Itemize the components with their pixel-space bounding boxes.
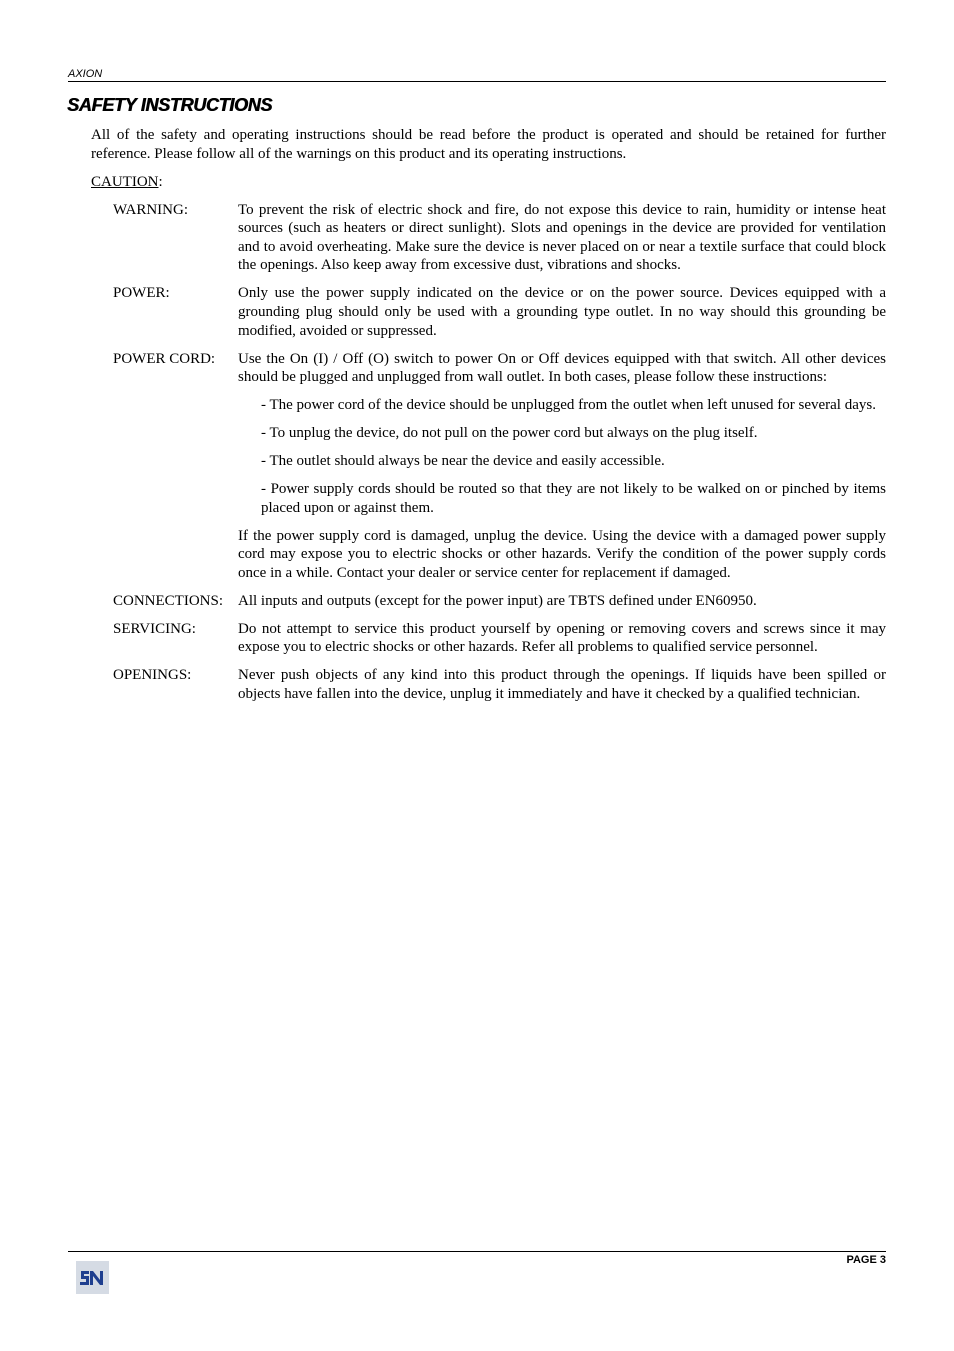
running-header — [68, 67, 886, 82]
warning-term: WARNING: — [113, 201, 188, 218]
openings-entry — [113, 666, 886, 703]
caution-suffix: : — [158, 173, 163, 190]
power-cord-follow-text: If the power supply cord is damaged, unplug the device. Using the device with a damaged power supply cord may expose you to electric shocks or other hazards. Verify the condition of the power supply cords once in a while. Contact your dealer or service center for replacement if damaged. — [238, 527, 886, 581]
page-number: PAGE 3 — [846, 1254, 886, 1266]
openings-term: OPENINGS: — [113, 667, 192, 684]
footer-divider — [68, 1251, 886, 1252]
sn-logo-icon — [76, 1261, 109, 1294]
power-cord-bullet: - The outlet should always be near the device and easily accessible. — [261, 453, 665, 470]
servicing-entry — [113, 620, 886, 657]
power-entry — [113, 284, 886, 340]
warning-entry — [113, 201, 886, 275]
power-term: POWER: — [113, 285, 170, 302]
power-cord-bullet: - The power cord of the device should be unplugged from the outlet when left unused for several days. — [261, 397, 876, 414]
servicing-text: Do not attempt to service this product yourself by opening or removing covers and screws since it may expose you to electric shocks or other hazards. Refer all problems to qualified service personnel. — [238, 620, 886, 656]
page-title: SAFETY INSTRUCTIONS — [67, 95, 272, 115]
power-text: Only use the power supply indicated on the device or on the power source. Devices equipped with a grounding plug should only be used with a grounding type outlet. In no way should this grounding be modified, avoided or suppressed. — [238, 285, 886, 339]
connections-entry — [113, 592, 886, 611]
power-cord-entry — [113, 350, 886, 583]
running-header-title: AXION — [68, 68, 103, 80]
caution-label: CAUTION — [91, 173, 159, 190]
warning-text: To prevent the risk of electric shock and fire, do not expose this device to rain, humidity or intense heat sources (such as heaters or direct sunlight). Slots and openings in the device are provided for ventilation and to avoid overheating. Make sure the device is never placed on or near a textile surface that could block the openings. Also keep away from excessive dust, vibrations and shocks. — [238, 201, 886, 274]
servicing-term: SERVICING: — [113, 620, 196, 637]
connections-term: CONNECTIONS: — [113, 592, 224, 609]
power-cord-bullet: - Power supply cords should be routed so that they are not likely to be walked on or pinched by items placed upon or against them. — [261, 481, 886, 516]
connections-text: All inputs and outputs (except for the power input) are TBTS defined under EN60950. — [238, 592, 757, 609]
intro-paragraph: All of the safety and operating instructions should be read before the product is operated and should be retained for further reference. Please follow all of the warnings on this product and its operating instructions. — [91, 127, 886, 162]
power-cord-text: Use the On (I) / Off (O) switch to power On or Off devices equipped with that switch. All other devices should be plugged and unplugged from wall outlet. In both cases, please follow these instructions: — [238, 350, 886, 386]
document-body — [91, 126, 886, 704]
openings-text: Never push objects of any kind into this product through the openings. If liquids have been spilled or objects have fallen into the device, unplug it immediately and have it checked by a qualified technician. — [238, 667, 886, 702]
power-cord-bullet: - To unplug the device, do not pull on the power cord but always on the plug itself. — [261, 425, 758, 442]
power-cord-term: POWER CORD: — [113, 350, 216, 367]
power-cord-content — [238, 350, 886, 583]
caution-heading — [91, 173, 886, 192]
